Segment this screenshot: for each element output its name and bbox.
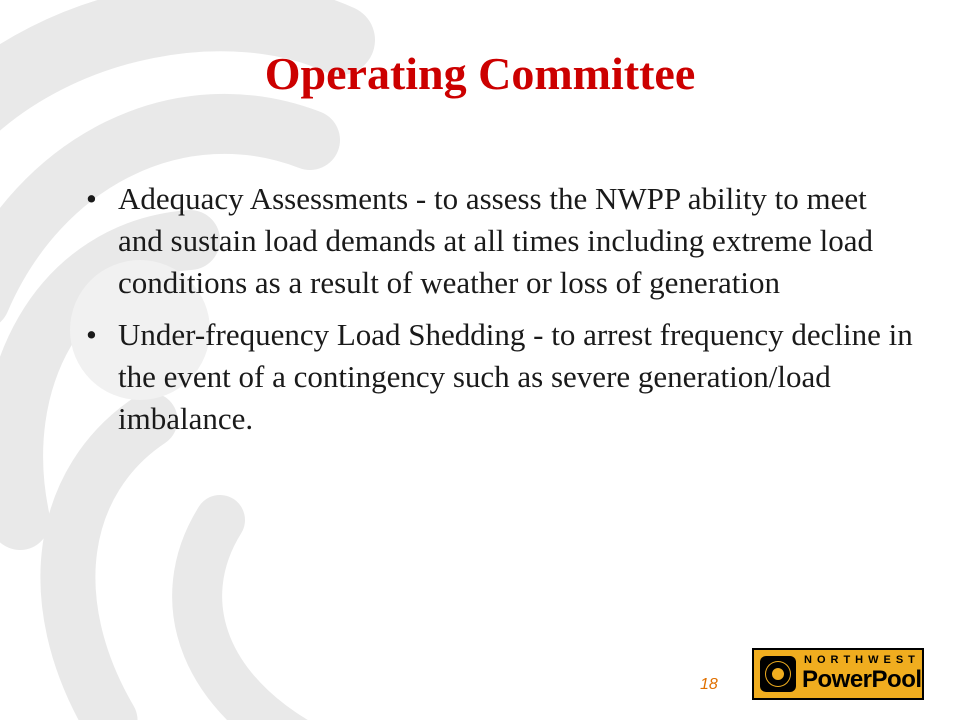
- bullet-dot: •: [86, 317, 97, 352]
- slide-title: Operating Committee: [264, 48, 696, 99]
- page-number: 18: [700, 676, 718, 693]
- bullet-item: [86, 178, 916, 304]
- bullet-text: Under-frequency Load Shedding - to arrest frequency decline in the event of a contingency such as severe generation/load imbalance.: [118, 317, 913, 436]
- bullet-text: Adequacy Assessments - to assess the NWPP ability to meet and sustain load demands at all times including extreme load conditions as a result of weather or loss of generation: [118, 181, 874, 300]
- swirl-logo-icon: [760, 656, 796, 692]
- bullet-list: [86, 178, 916, 450]
- logo-text-bottom: PowerPool: [802, 666, 922, 693]
- bullet-dot: •: [86, 181, 97, 216]
- logo-text-top: NORTHWEST: [804, 654, 920, 666]
- bullet-item: [86, 314, 916, 440]
- northwest-powerpool-logo: [752, 648, 924, 700]
